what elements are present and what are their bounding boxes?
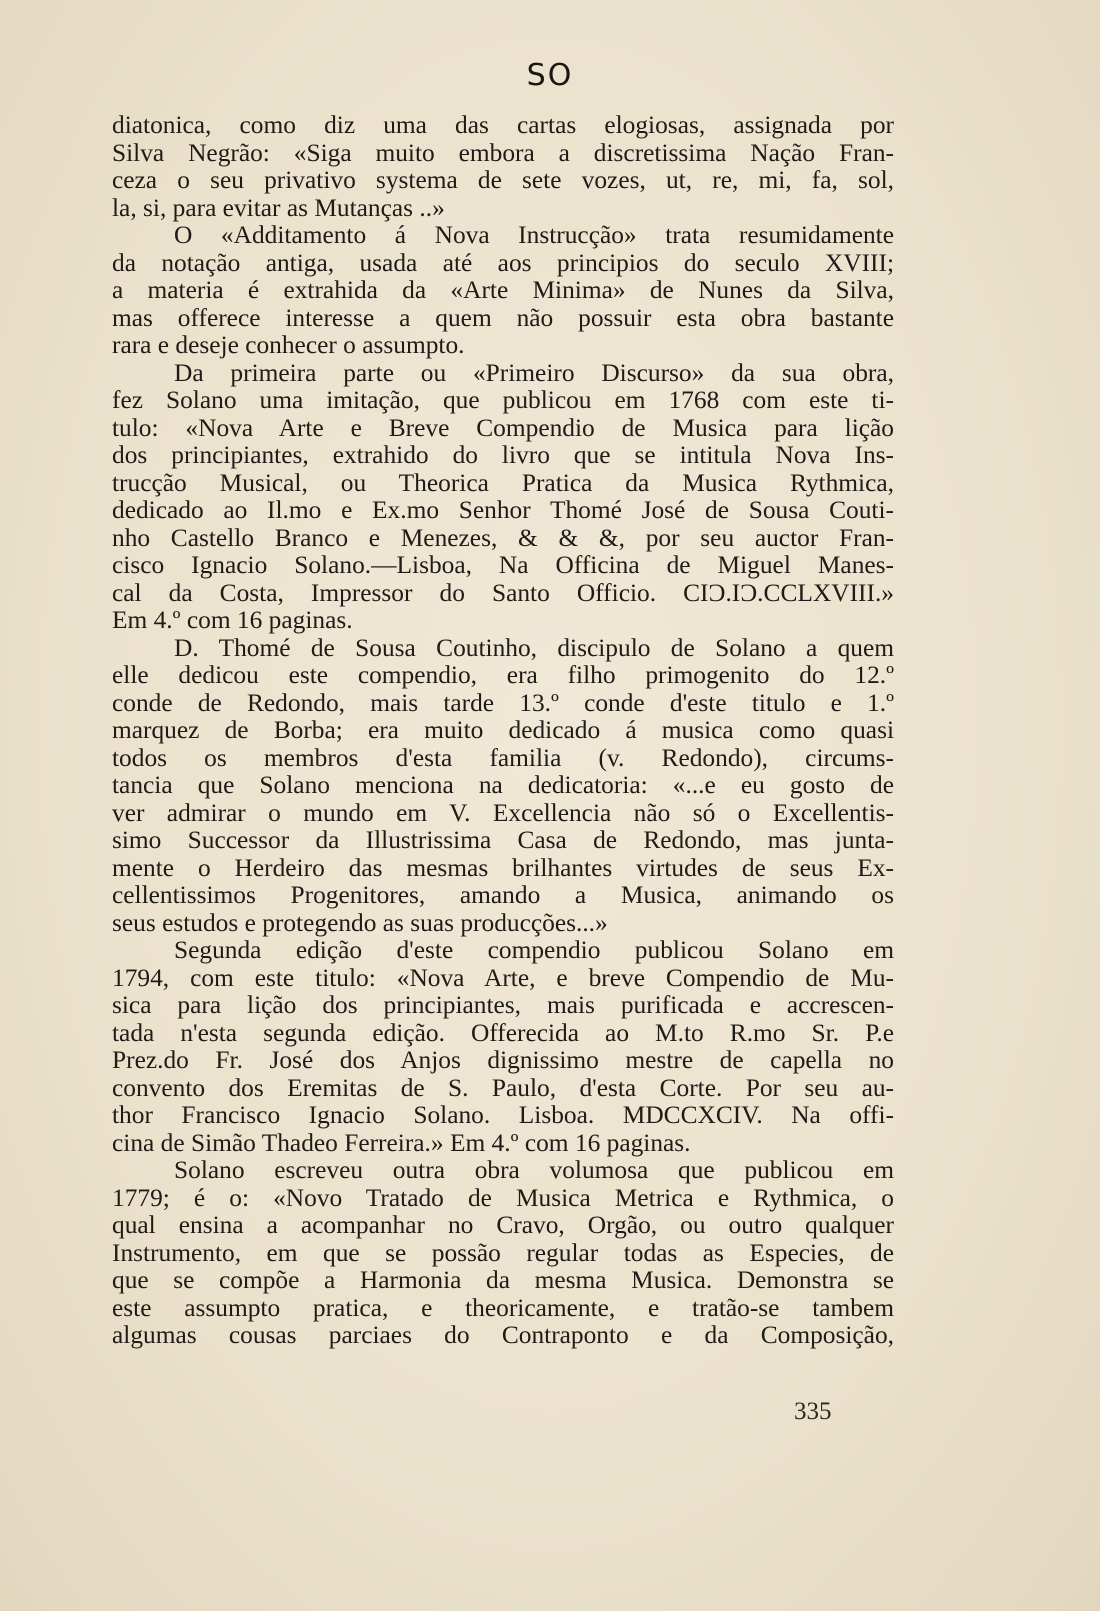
text-line: Silva Negrão: «Siga muito embora a discretissima Nação Fran- [112,138,894,167]
text-line: Solano escreveu outra obra volumosa que publicou em [174,1156,894,1184]
text-line: dos principiantes, extrahido do livro que se intitula Nova Ins- [112,441,894,469]
running-header: SO [526,58,574,93]
text-line: la, si, para evitar as Mutanças ..» [112,193,445,222]
text-line: 1779; é o: «Novo Tratado de Musica Metrica e Rythmica, o [112,1183,894,1212]
text-line: mas offerece interesse a quem não possuir esta obra bastante [112,303,894,332]
text-line: dedicado ao Il.mo e Ex.mo Senhor Thomé José de Sousa Couti- [112,496,894,524]
text-line: que se compõe a Harmonia da mesma Musica. Demonstra se [112,1266,894,1294]
text-line: tancia que Solano menciona na dedicatoria: «...e eu gosto de [112,771,894,799]
text-line: cisco Ignacio Solano.—Lisboa, Na Officina de Miguel Manes- [112,551,894,579]
text-line: mente o Herdeiro das mesmas brilhantes virtudes de seus Ex- [112,853,894,882]
text-line: cellentissimos Progenitores, amando a Musica, animando os [112,881,894,909]
text-line: Da primeira parte ou «Primeiro Discurso» da sua obra, [174,358,894,387]
text-line: Segunda edição d'este compendio publicou Solano em [174,936,894,964]
text-line: marquez de Borba; era muito dedicado á musica como quasi [112,716,894,744]
text-line: este assumpto pratica, e theoricamente, e tratão-se tambem [112,1293,894,1322]
text-line: cal da Costa, Impressor do Santo Officio. CIƆ.IƆ.CCLXVIII.» [112,578,894,607]
text-line: Prez.do Fr. José dos Anjos dignissimo mestre de capella no [112,1046,894,1074]
text-line: Em 4.º com 16 paginas. [112,606,353,634]
text-line: sica para lição dos principiantes, mais purificada e accrescen- [112,991,894,1019]
text-line: rara e deseje conhecer o assumpto. [112,331,465,359]
text-line: cina de Simão Thadeo Ferreira.» Em 4.º com 16 paginas. [112,1128,691,1157]
text-line: qual ensina a acompanhar no Cravo, Orgão, ou outro qualquer [112,1211,894,1239]
text-line: diatonica, como diz uma das cartas elogiosas, assignada por [112,111,894,139]
text-line: convento dos Eremitas de S. Paulo, d'esta Corte. Por seu au- [112,1073,894,1102]
text-line: todos os membros d'esta familia (v. Redondo), circums- [112,743,894,772]
text-line: ceza o seu privativo systema de sete vozes, ut, re, mi, fa, sol, [112,166,894,194]
text-line: trucção Musical, ou Theorica Pratica da Musica Rythmica, [112,468,894,497]
text-line: algumas cousas parciaes do Contraponto e da Composição, [112,1321,894,1349]
text-line: elle dedicou este compendio, era filho primogenito do 12.º [112,661,894,689]
text-line: 1794, com este titulo: «Nova Arte, e breve Compendio de Mu- [112,963,894,992]
text-line: simo Successor da Illustrissima Casa de Redondo, mas junta- [112,826,894,854]
text-line: thor Francisco Ignacio Solano. Lisboa. MDCCXCIV. Na offi- [112,1101,894,1129]
text-line: tada n'esta segunda edição. Offerecida ao M.to R.mo Sr. P.e [112,1018,894,1047]
text-line: Instrumento, em que se possão regular todas as Especies, de [112,1238,894,1267]
body-text [112,112,894,1350]
text-line: O «Additamento á Nova Instrucção» trata resumidamente [174,221,894,249]
text-line: D. Thomé de Sousa Coutinho, discipulo de Solano a quem [174,633,894,662]
text-line: a materia é extrahida da «Arte Minima» de Nunes da Silva, [112,276,894,304]
text-line: conde de Redondo, mais tarde 13.º conde d'este titulo e 1.º [112,688,894,717]
text-line: da notação antiga, usada até aos principios do seculo XVIII; [112,248,894,277]
text-line: seus estudos e protegendo as suas producções...» [112,908,608,937]
page-number: 335 [794,1398,832,1425]
text-line: nho Castello Branco e Menezes, & & &, por seu auctor Fran- [112,523,894,552]
text-line: ver admirar o mundo em V. Excellencia não só o Excellentis- [112,798,894,827]
text-line: fez Solano uma imitação, que publicou em 1768 com este ti- [112,386,894,414]
text-line: tulo: «Nova Arte e Breve Compendio de Musica para lição [112,413,894,442]
